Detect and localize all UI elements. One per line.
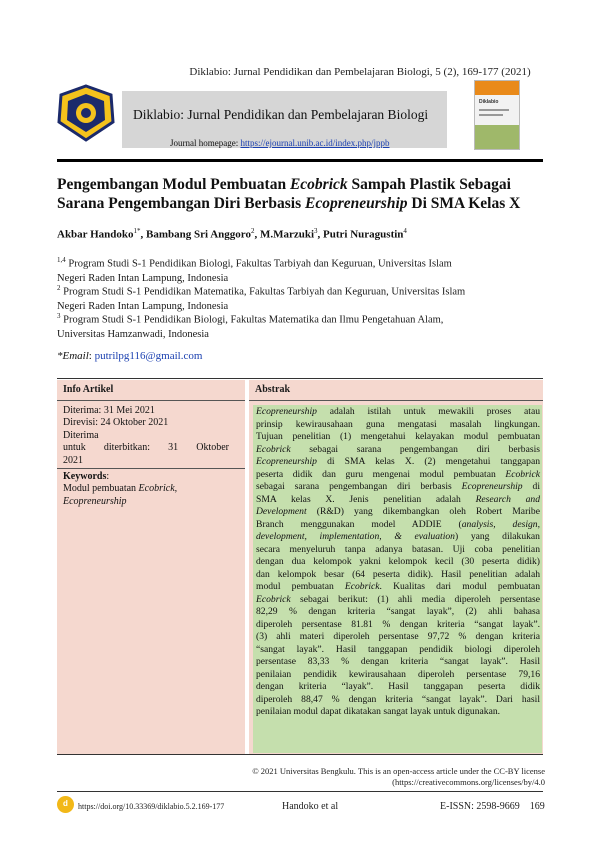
university-logo xyxy=(57,84,115,142)
article-title: Pengembangan Modul Pembuatan Ecobrick Sampah Plastik Sebagai Sarana Pengembangan Diri Berbasis Ecopreneurship Di SMA Kelas X xyxy=(57,176,521,212)
panel-bottom-rule xyxy=(57,754,543,755)
panel-top-rule xyxy=(57,378,543,379)
abstract-line: diperoleh 88,47 % dengan kriteria “sangat layak”. Dari hasil xyxy=(256,693,540,705)
abstract-line: Ecopreneurship adalah istilah untuk mewakili proses atau xyxy=(256,406,540,417)
info-divider xyxy=(57,468,245,469)
info-heading-rule xyxy=(57,400,245,401)
corresponding-email: *Email: putrilpg116@gmail.com xyxy=(57,350,203,362)
journal-name: Diklabio: Jurnal Pendidikan dan Pembelajaran Biologi xyxy=(133,107,429,122)
abstract-body xyxy=(256,406,540,719)
journal-citation: Diklabio: Jurnal Pendidikan dan Pembelajaran Biologi, 5 (2), 169-177 (2021) xyxy=(189,66,531,78)
license-notice: © 2021 Universitas Bengkulu. This is an open-access article under the CC-BY license (https://creativecommons.org/licenses/by/4.0 xyxy=(252,766,545,787)
abstract-heading-rule xyxy=(249,400,543,401)
abstract-heading: Abstrak xyxy=(255,384,291,395)
abstract-line: prinsip kewirausahaan guna mengatasi masalah lingkungan. xyxy=(256,418,540,430)
abstract-line: Ecopreneurship di SMA kelas X. (2) mengetahui tanggapan xyxy=(256,456,540,467)
article-info-heading: Info Artikel xyxy=(63,384,114,395)
abstract-line: SMA kelas X. Jenis penelitian adalah Research and xyxy=(256,493,540,505)
journal-cover-image: Diklabio xyxy=(474,80,520,150)
article-dates: Diterima: 31 Mei 2021 Direvisi: 24 Oktober 2021 Diterima untuk diterbitkan: 31 Oktober 2021 xyxy=(63,405,229,466)
abstract-line: secara menyeluruh tanpa adanya batasan. Uji coba penelitian xyxy=(256,543,540,555)
abstract-line: Ecobrick sebagai sarana pengembangan diri berbasis xyxy=(256,443,540,455)
doi-link[interactable]: https://doi.org/10.33369/diklabio.5.2.169-177 xyxy=(78,802,225,811)
abstract-line: 82,29 % dengan kriteria “sangat layak”, (2) ahli bahasa xyxy=(256,606,540,617)
abstract-line: sebagai sarana pengembangan diri berbasis Ecopreneurship di xyxy=(256,481,540,492)
journal-homepage: Journal homepage: https://ejournal.unib.ac.id/index.php/jppb xyxy=(170,138,390,148)
abstract-line: Development (R&D) yang dikembangkan oleh Robert Maribe xyxy=(256,506,540,517)
abstract-line: diperoleh persentase 81.81 % dengan kriteria “sangat layak”. xyxy=(256,618,540,630)
abstract-line: “sangat layak”. Hasil tanggapan pendidik biologi diperoleh xyxy=(256,643,540,655)
abstract-line: peserta didik dan guru mengenai modul pembuatan Ecobrick xyxy=(256,468,540,480)
abstract-line: (3) ahli materi diperoleh persentase 97,72 % dengan kriteria xyxy=(256,631,540,642)
running-author: Handoko et al xyxy=(282,801,339,812)
abstract-line: penilaian modul dapat dikatakan sangat layak untuk digunakan. xyxy=(256,706,501,717)
doi-icon: d xyxy=(57,796,74,813)
footer-divider xyxy=(57,791,543,792)
author-list: Akbar Handoko$^{1*}$, Bambang Sri Anggoro$^2$, M.Marzuki$^3$, Putri Nuragustin$^4$ xyxy=(57,227,407,241)
abstract-line: development, implementation, & evaluation) yang dilakukan xyxy=(256,531,540,542)
abstract-line: persentase 83,33 % dengan kriteria “sangat layak”. Hasil xyxy=(256,656,540,667)
email-link[interactable]: putrilpg116@gmail.com xyxy=(94,350,203,362)
affiliation: $^2$ Program Studi S-1 Pendidikan Matematika, Fakultas Tarbiyah dan Keguruan, Universitas Islam Negeri Raden Intan Lampung, Indonesia xyxy=(57,284,466,312)
affiliation: $^3$ Program Studi S-1 Pendidikan Biologi, Fakultas Matematika dan Ilmu Pengetahuan Alam, Universitas Hamzanwadi, Indonesia xyxy=(57,312,444,340)
journal-homepage-link[interactable]: https://ejournal.unib.ac.id/index.php/jppb xyxy=(240,138,390,148)
abstract-line: modul pembuatan Ecobrick. Kualitas dari modul pembuatan xyxy=(256,581,540,592)
header-divider xyxy=(57,159,543,162)
abstract-line: Branch menggunakan model ADDIE (analysis, design, xyxy=(256,518,540,530)
affiliation: $^{1,4}$ Program Studi S-1 Pendidikan Biologi, Fakultas Tarbiyah dan Keguruan, Universitas Islam Negeri Raden Intan Lampung, Indonesia xyxy=(57,256,452,284)
issn-page: E-ISSN: 2598-9669 169 xyxy=(440,801,545,812)
abstract-line: Tujuan penelitian (1) mengetahui kelayakan modul pembuatan xyxy=(256,431,540,442)
abstract-line: dengan kriteria “layak”. Hasil tanggapan peserta didik xyxy=(256,681,540,692)
abstract-line: dengan dua kelompok yakni kelompok kecil (30 peserta didik) xyxy=(256,556,540,567)
abstract-line: Ecobrick sebagai berikut: (1) ahli media diperoleh persentase xyxy=(256,593,540,605)
abstract-line: penilaian pendidik kewirausahaan diperoleh persentase 79,16 xyxy=(256,668,540,680)
abstract-line: dan kelompok besar (64 peserta didik). Hasil penelitian adalah xyxy=(256,568,540,580)
keywords: Keywords: Modul pembuatan Ecobrick, Ecopreneurship xyxy=(63,471,178,507)
